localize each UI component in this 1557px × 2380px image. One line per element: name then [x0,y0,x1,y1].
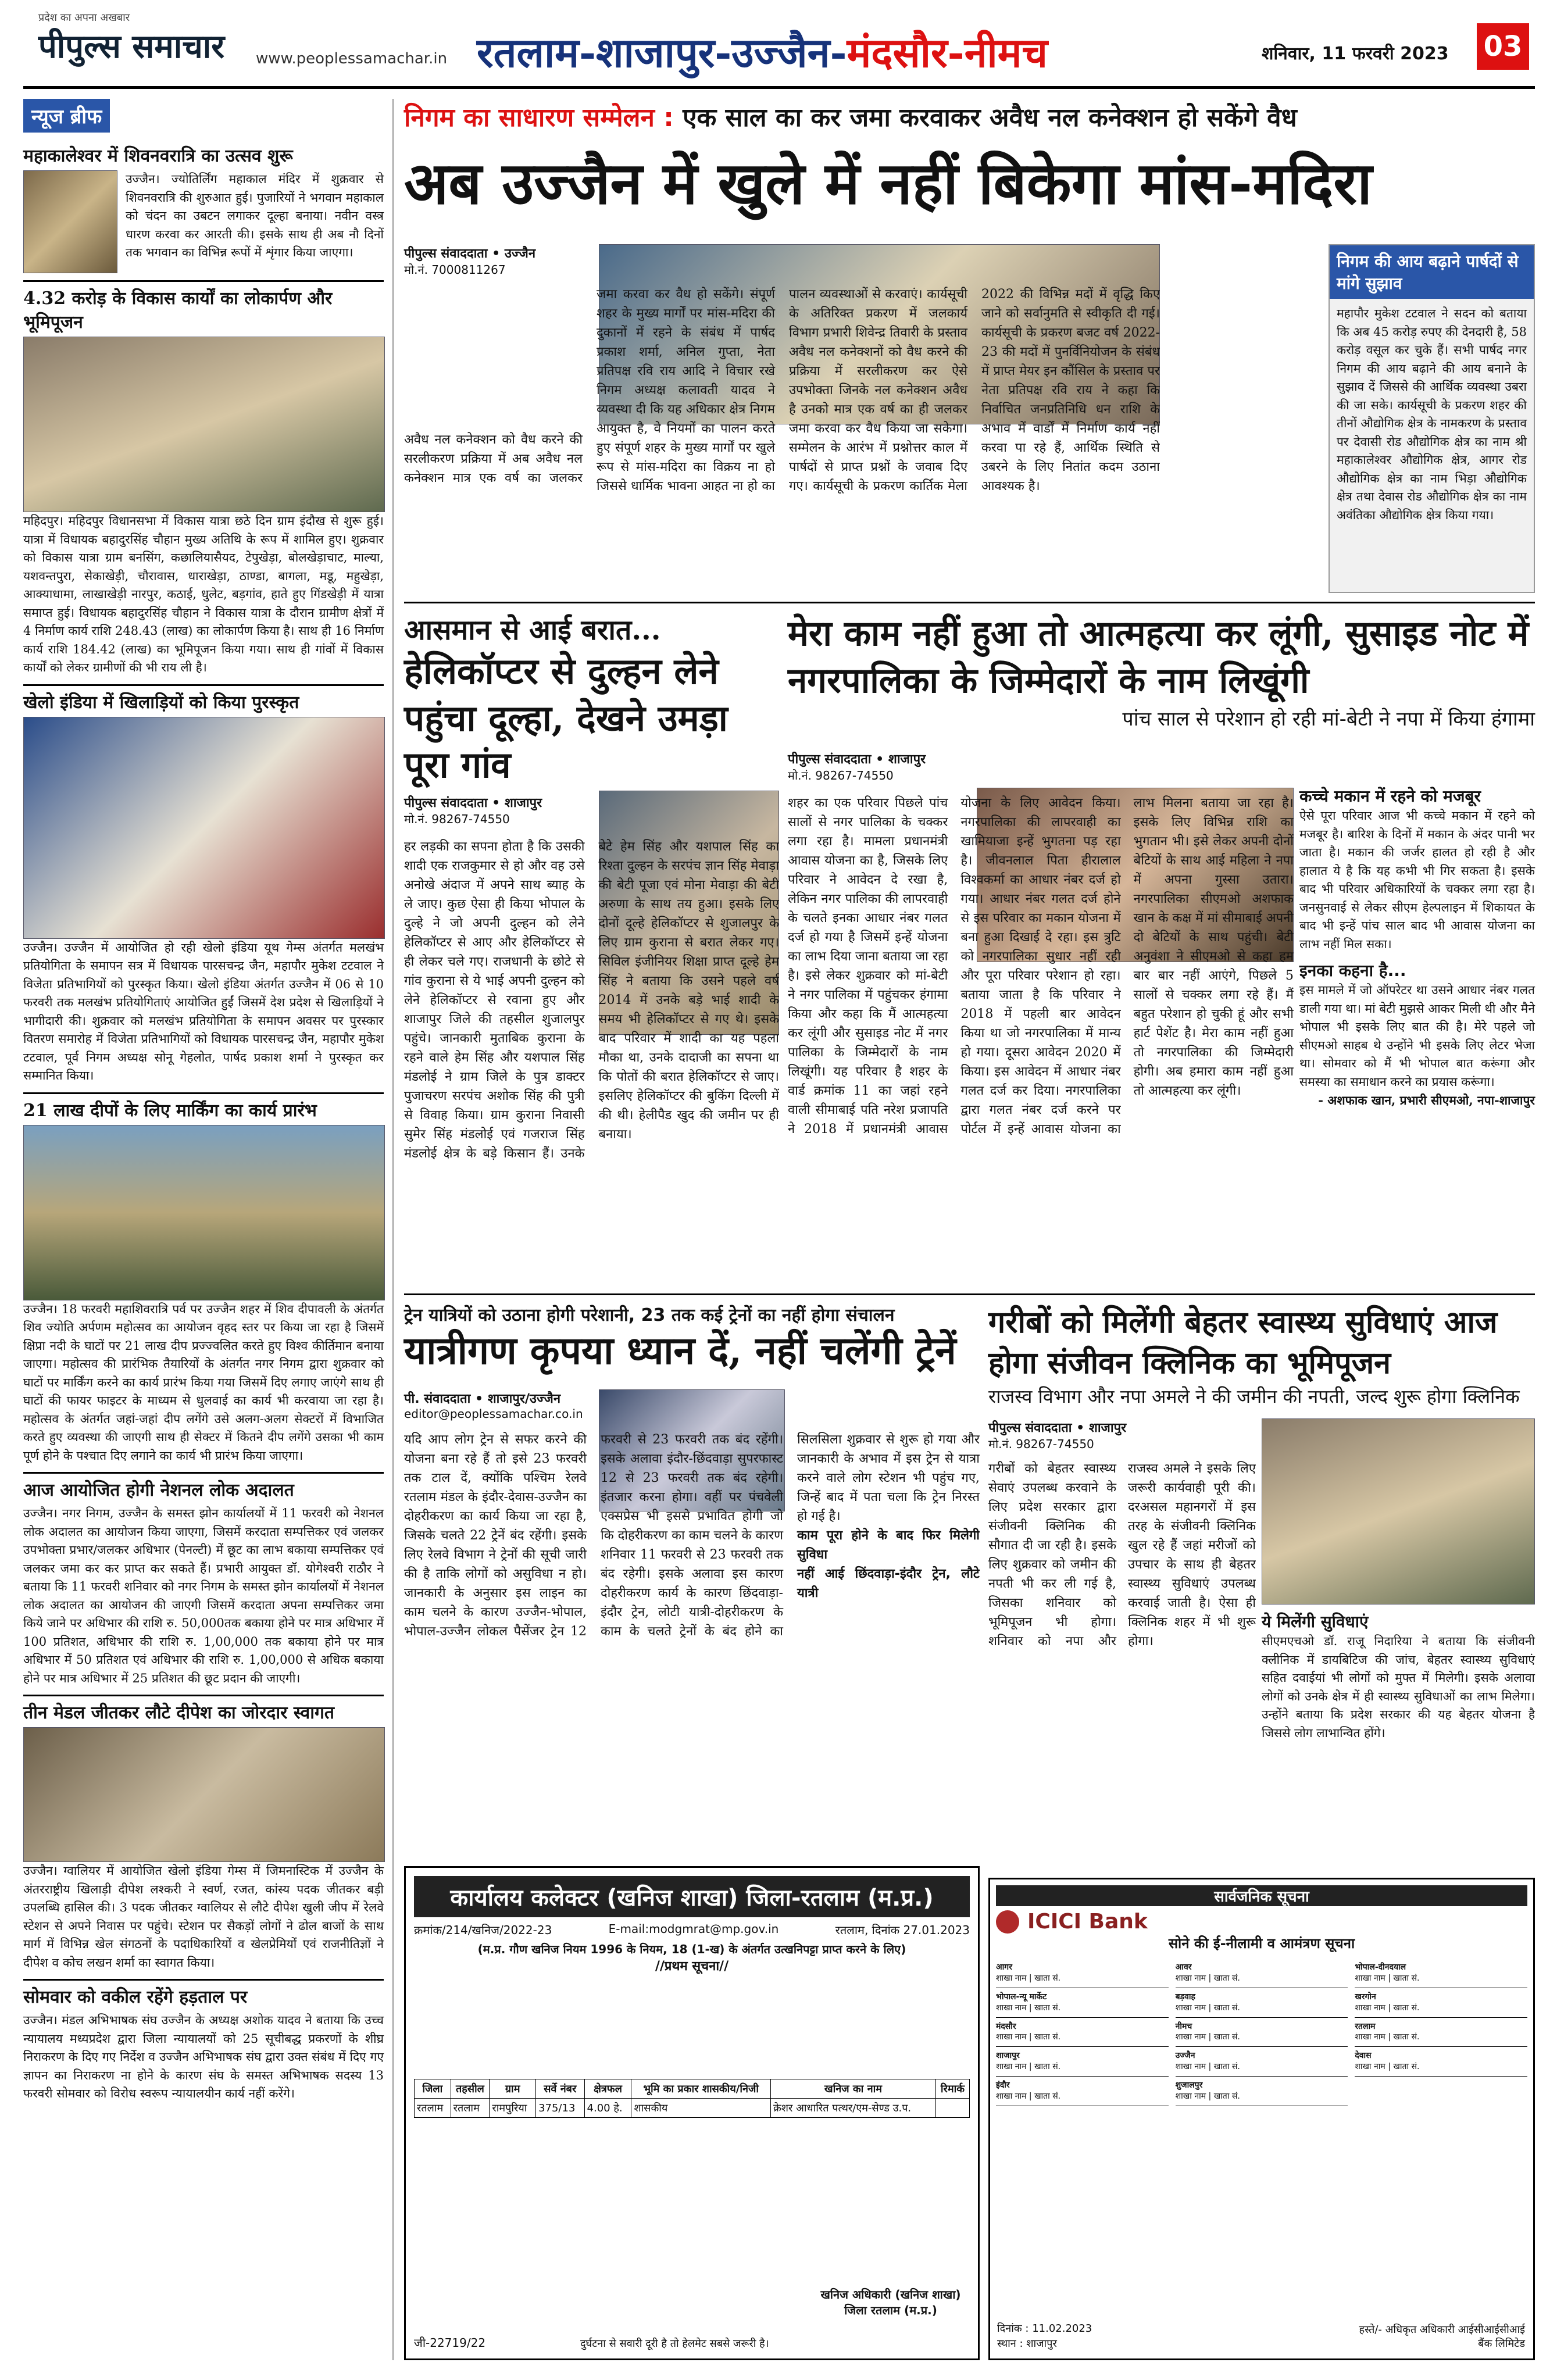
news-brief-title: न्यूज ब्रीफ [23,99,110,133]
column-header: शाखा नाम [996,1973,1027,1983]
column-header: शाखा नाम [1355,2062,1385,2072]
column-header: खाता सं. [1213,2032,1240,2042]
branch-column-headers: शाखा नाम | खाता सं. [1175,2032,1240,2042]
column-header: खाता सं. [1034,2062,1061,2072]
wedding-headline: हेलिकॉप्टर से दुल्हन लेने पहुंचा दूल्हा, देखने उमड़ा पूरा गांव [404,650,728,787]
mobile-number: मो.नं. 98267-74550 [404,812,510,826]
notice-ref: क्रमांक/214/खनिज/2022-23 [414,1923,552,1937]
byline: पी. संवाददाता • शाजापुर/उज्जैन [404,1392,561,1406]
column-header: खाता सं. [1213,2092,1240,2102]
notice-label: //प्रथम सूचना// [655,1959,729,1974]
trains-story-header [404,1302,980,1376]
suicide-deck: पांच साल से परेशान हो रही मां-बेटी ने नपा में किया हंगामा [1122,707,1535,731]
branch-block [1355,1988,1527,2018]
brief-headline: आज आयोजित होगी नेशनल लोक अदालत [23,1472,384,1501]
table-header: खनिज का नाम [770,2079,935,2099]
column-header: खाता सं. [1393,2003,1420,2013]
branch-name: भोपाल-न्यू मार्केट [996,1992,1047,2002]
branch-block [1176,1959,1348,1988]
notice-table [414,2079,970,2118]
brief-headline: खेलो इंडिया में खिलाड़ियों को किया पुरस्कृत [23,684,384,713]
brief-item [23,1695,384,1972]
branch-column-headers: शाखा नाम | खाता सं. [996,2062,1061,2072]
branch-block [1355,2018,1527,2047]
mobile-number: मो.नं. 7000811267 [404,263,506,277]
byline: पीपुल्स संवाददाता • शाजापुर [788,752,926,767]
table-header: जिला [415,2079,451,2099]
column-header: खाता सं. [1393,2032,1420,2042]
sidebox-body: महापौर मुकेश टटवाल ने सदन को बताया कि अब 45 करोड़ रुपए की देनदारी है, 58 करोड़ वसूल कर चुके हैं। सभी पार्षद नगर निगम की आय बढ़ाने की आय बनाने के सुझाव दें जिससे की आर्थिक व्यवस्था उबरा की जा सके। कार्यसूची के प्रकरण शहर की तीनों औद्योगिक क्षेत्र के नामकरण के प्रस्ताव पर देवासी रोड औद्योगिक क्षेत्र का नाम श्री महाकालेश्वर औद्योगिक क्षेत्र, आगर रोड औद्योगिक क्षेत्र का नाम भिड़ा औद्योगिक क्षेत्र तथा देवास रोड औद्योगिक क्षेत्र का नाम अवंतिका औद्योगिक क्षेत्र किया गया। [1337,306,1527,522]
brief-body: महिदपुर। महिदपुर विधानसभा में विकास यात्रा छठे दिन ग्राम इंदौख से शुरू हुई। यात्रा में विधायक बहादुरसिंह चौहान मुख्य अतिथि के रूप में शामिल हुए। शुक्रवार को विकास यात्रा ग्राम बनसिंग, कछालियासैयद, टेपुखेड़ा, बोलखेड़ाचाट, माल्या, यशवन्तपुरा, सेकाखेड़ी, चौरावास, धाराखेड़ा, ठाण्डा, बागला, मडू, महुखेड़ा, आक्याधामा, लाखाखेड़ी नारपुर, कठाई, धुलेट, बड़गांव, हाते हुए गिंडखेड़ी में यात्रा समाप्त हुई। विधायक बहादुरसिंह चौहान ने विकास यात्रा के दौरान ग्रामीण क्षेत्रों में 4 निर्माण कार्य राशि 248.43 (लाख) का लोकार्पण किया है। साथ ही 16 निर्माण कार्य राशि 184.42 (लाख) का भूमिपूजन किया गया। साथ ही गांवों में विकास कार्यों को लेकर ग्रामीणों की भी राय ली है। [23,514,384,674]
clinic-body-text: गरीबों को बेहतर स्वास्थ्य सेवाएं उपलब्ध करवाने के लिए प्रदेश सरकार द्वारा संजीवनी क्लिनिक की सौगात दी जा रही है। इसके लिए शुक्रवार को जमीन की नपती भी कर ली गई है, जिसका शनिवार को भूमिपूजन भी होगा। शनिवार को नपा और राजस्व अमले ने इसके लिए जरूरी कार्यवाही पूरी की। दरअसल महानगरों में इस तरह के संजीवनी क्लिनिक खुल रहे हैं जहां मरीजों को उपचार के साथ ही बेहतर स्वास्थ्य सुविधाएं उपलब्ध करवाई जाती है। ऐसा ही क्लिनिक शहर में भी शुरू होगा। [988,1461,1256,1649]
brief-item [23,1472,384,1688]
branch-block [996,2047,1169,2077]
wedding-kicker: आसमान से आई बरात... [404,614,661,646]
branch-column-headers: शाखा नाम | खाता सं. [1355,1973,1420,1983]
bank-place: स्थान : शाजापुर [997,2338,1057,2350]
website-link[interactable]: www.peoplessamachar.in [256,50,448,67]
suicide-body [788,794,1294,1285]
ghat-marking-photo [23,1125,385,1300]
column-header: खाता सं. [1034,2092,1061,2102]
news-brief-column [23,99,384,2360]
editor-email: editor@peoplessamachar.co.in [404,1407,583,1421]
bank-signature: हस्ते/- अधिकृत अधिकारी आईसीआईसीआई बैंक लिमिटेड [1359,2324,1525,2350]
branch-column-headers: शाखा नाम | खाता सं. [1175,2092,1240,2102]
development-yatra-photo [23,337,385,512]
notice-email: E-mail:modgmrat@mp.gov.in [608,1922,779,1936]
table-header: सर्वे नंबर [536,2079,584,2099]
table-cell: क्रेशर आधारित पत्थर/एम-सेण्ड उ.प. [770,2099,935,2118]
branch-column-headers: शाखा नाम | खाता सं. [996,1973,1061,1983]
trains-subhead: नहीं आई छिंदवाड़ा-इंदौर ट्रेन, लौटे यात्री [797,1567,980,1600]
clinic-deck: राजस्व विभाग और नपा अमले ने की जमीन की नपती, जल्द शुरू होगा क्लिनिक [988,1385,1520,1408]
brief-body: उज्जैन। मंडल अभिभाषक संघ उज्जैन के अध्यक्ष अशोक यादव ने बताया कि उच्च न्यायालय मध्यप्रदेश द्वारा जिला न्यायालयों को 25 सूचीबद्ध प्रकरणों के शीघ्र निराकरण के दिए गए निर्देश व उज्जैन अभिभाषक संघ द्वारा उक्त संबंध में दिए गए ज्ञापन का निराकरण ना होने के कारण संघ के समस्त अभिभाषक सदस्य 13 फरवरी सोमवार को विरोध स्वरूप न्यायालयीन कार्य नहीं करेंगे। [23,2013,384,2100]
branch-block [1176,2047,1348,2077]
column-header: शाखा नाम [996,2032,1027,2042]
branch-column-headers: शाखा नाम | खाता सं. [1175,2062,1240,2072]
issue-date: शनिवार, 11 फरवरी 2023 [1262,44,1449,64]
trains-kicker: ट्रेन यात्रियों को उठाना होगी परेशानी, 23 तक कई ट्रेनों का नहीं होगा संचालन [404,1305,895,1325]
bank-notice-sub: सोने की ई-नीलामी व आमंत्रण सूचना [1168,1935,1355,1952]
column-header: शाखा नाम [996,2092,1027,2102]
column-header: शाखा नाम [1355,1973,1385,1983]
brief-item [23,1979,384,2103]
column-header: शाखा नाम [1355,2032,1385,2042]
column-header: खाता सं. [1393,1973,1420,1983]
branch-column-headers: शाखा नाम | खाता सं. [1175,1973,1240,1983]
branch-column-headers: शाखा नाम | खाता सं. [996,2092,1061,2102]
branch-block [996,1959,1169,1988]
kicker-label: निगम का साधारण सम्मेलन : [404,103,674,133]
column-header: खाता सं. [1213,2003,1240,2013]
suicide-body-text: शहर का एक परिवार पिछले पांच सालों से नगर पालिका के चक्कर लगा रहा है। मामला प्रधानमंत्री आवास योजना का है, जिसके लिए परिवार ने आवेदन दे रखा है, लेकिन नगर पालिका की लापरवाही के चलते इनका आधार नंबर गलत दर्ज हो गया है जिसमें इन्हें योजना का लाभ दिया जाना बताया जा रहा है। इसे लेकर शुक्रवार को मां-बेटी ने नगर पालिका में पहुंचकर हंगामा किया और कहा कि मैं आत्महत्या कर लूंगी और सुसाइड नोट में नगर पालिका के जिम्मेदारों के नाम लिखूंगी। यह परिवार है शहर के वार्ड क्रमांक 11 का जहां रहने वाली सीमाबाई पति नरेश प्रजापति ने 2018 में प्रधानमंत्री आवास योजना के लिए आवेदन किया। नगरपालिका की लापरवाही का खामियाजा इन्हें भुगतना पड़ रहा है। जीवनलाल पिता हीरालाल विश्वकर्मा का आधार नंबर दर्ज हो गया। आधार नंबर गलत दर्ज होने से इस परिवार का मकान योजना में बना हुआ दिखाई दे रहा। इस त्रुटि को नगरपालिका सुधार नहीं रही और पूरा परिवार परेशान हो रहा। बताया जाता है कि परिवार ने 2018 में पहली बार आवेदन किया था जो नगरपालिका में मान्य हो गया। दूसरा आवेदन 2020 में किया। इस आवेदन में आधार नंबर गलत दर्ज कर दिया। नगरपालिका द्वारा गलत नंबर दर्ज करने पर पोर्टल में इन्हें आवास योजना का लाभ मिलना बताया जा रहा है। इसके लिए विभिन्न राशि का भुगतान भी। इसे लेकर अपनी दोनों बेटियों के साथ आई महिला ने नपा में अपना गुस्सा उतारा। नगरपालिका सीएमओ अशफाक खान के कक्ष में मां सीमाबाई अपनी दो बेटियों के साथ पहुंची। बेटी अनुवंशा ने सीएमओ से कहा हम बार बार नहीं आएंगे, पिछले 5 सालों से चक्कर लगा रहे हैं। मैं बहुत परेशान हो चुकी हूं और सभी हार्ट पेशेंट है। मेरा काम नहीं हुआ तो नगरपालिका की जिम्मेदारी होगी। अब हमारा काम नहीं हुआ तो आत्महत्या कर लूंगी। [788,796,1294,1137]
column-divider [392,99,394,2360]
column-header: खाता सं. [1213,1973,1240,1983]
wedding-body-text: हर लड़की का सपना होता है कि उसकी शादी एक राजकुमार से हो और वह उसे अनोखे अंदाज में अपने साथ ब्याह के ले जाए। कुछ ऐसा ही किया भोपाल के दुल्हे ने जो अपनी दुल्हन को लेने हेलिकॉप्टर से आए और हेलिकॉप्टर से ही लेकर चले गए। राजधानी के छोटे से गांव कुराना से ये भाई अपनी दुल्हन को लेने हेलिकॉप्टर से रवाना हुए और शाजापुर जिले की तहसील शुजालपुर पहुंचे। जानकारी मुताबिक कुराना के रहने वाले हेम सिंह और यशपाल सिंह मंडलोई ने ग्राम जिले के पुत्र डाक्टर पुजाचरण सरपंच अशोक सिंह की पुत्री से विवाह किया। ग्राम कुराना निवासी सुमेर सिंह मंडलोई एवं गजराज सिंह मंडलोई क्षेत्र के बड़े किसान हैं। उनके बेटे हेम सिंह और यशपाल सिंह का रिश्ता दुल्हन के सरपंच ज्ञान सिंह मेवाड़ा की बेटी पूजा एवं मोना मेवाड़ा की बेटी अरुणा के साथ तय हुआ। इसके लिए दोनों दूल्हे हेलिकॉप्टर से शुजालपुर के लिए ग्राम कुराना से बरात लेकर गए। सिविल इंजीनियर शिक्षा प्राप्त दूल्हे हेम सिंह ने बताया कि उसने पहले वर्ष 2014 में उनके बड़े भाई शादी के समय भी हेलिकॉप्टर से गए थे। इसके बाद परिवार में शादी का यह पहला मौका था, उनके दादाजी का सपना था कि पोतों की बरात हेलिकॉप्टर से जाए। इसलिए हेलिकॉप्टर की बुकिंग दिल्ली में की थी। हेलीपैड खुद की जमीन पर ही बनाया। [404,839,779,1161]
lead-body-continued [1166,244,1323,587]
suicide-story-header [788,610,1535,731]
cities-part-a: रतलाम-शाजापुर-उज्जैन- [477,28,847,77]
byline: पीपुल्स संवाददाता • उज्जैन [404,246,536,261]
column-header: शाखा नाम [1175,2032,1206,2042]
branch-block [1355,2047,1527,2077]
branch-name: उज्जैन [1175,2051,1195,2061]
bank-logo-icon [996,1910,1019,1934]
clinic-facilities [1262,1610,1535,1742]
byline: पीपुल्स संवाददाता • शाजापुर [404,796,542,810]
brief-body: उज्जैन। 18 फरवरी महाशिवरात्रि पर्व पर उज्जैन शहर में शिव दीपावली के अंतर्गत शिव ज्योति अर्पणम महोत्सव का आयोजन वृहद स्तर पर किया जा रहा है जिसमें क्षिप्रा नदी के घाटों पर 21 लाख दीप प्रज्ज्वलित करते हुए विश्व कीर्तिमान बनाया जाएगा। महोत्सव की प्रारंभिक तैयारियों के अंतर्गत नगर निगम द्वारा शुक्रवार को घाटों पर मार्किंग करने का कार्य प्रारंभ किया गया जिसमें दिए लगाए जाएंगे साथ ही घाटों की फायर फाइटर के माध्यम से धुलवाई का कार्य भी करवाया जा रहा है। महोत्सव के अंतर्गत जहां-जहां दीप लगेंगे उसे अलग-अलग सेक्टरों में विभाजित करते हुए व्यवस्था की जाएगी साथ ही सेक्टर में कितने दीप लगेंगे उसका भी काम पूर्ण होने के पश्चात दिए लगाने का कार्य भी प्रारंभ किया जाएगा। [23,1302,384,1463]
wedding-byline-block [404,794,590,827]
sidebar-headline: कच्चे मकान में रहने को मजबूर [1299,787,1481,806]
column-header: शाखा नाम [1175,2062,1206,2072]
column-header: शाखा नाम [1175,2092,1206,2102]
table-cell: रामपुरिया [490,2099,536,2118]
trains-byline-block [404,1389,590,1421]
section-rule [404,1293,1535,1295]
table-cell: 375/13 [536,2099,584,2118]
table-header: ग्राम [490,2079,536,2099]
column-header: खाता सं. [1213,2062,1240,2072]
table-header: तहसील [451,2079,490,2099]
brief-body: उज्जैन। नगर निगम, उज्जैन के समस्त झोन कार्यालयों में 11 फरवरी को नेशनल लोक अदालत का आयोजन किया जाएगा, जिसमें करदाता सम्पत्तिकर एवं जलकर उपभोक्ता प्रभार/जलकर अधिभार (पेनल्टी) में छूट का लाभ बकाया सम्पत्तिकर एवं जलकर जमा कर कर प्राप्त कर सकते हैं। प्रभारी आयुक्त डॉ. योगेश्वरी राठौर ने बताया कि 11 फरवरी शनिवार को नगर निगम के समस्त झोन कार्यालयों में नेशनल लोक अदालत का आयोजन की जाएगी जिसमें करदाता अपना सम्पत्तिकर जमा किये जाने पर अधिभार की राशि रु. 50,000तक बकाया होने पर मात्र अधिभार में 100 प्रतिशत, अधिभार की राशि रु. 1,00,000 तक बकाया होने पर मात्र अधिभार में 50 प्रतिशत एवं अधिभार की राशि रु. 1,00,000 से अधिक बकाया होने पर मात्र अधिभार में 25 प्रतिशत की छूट प्रदान की जाएगी। [23,1506,384,1685]
sidebox-headline: निगम की आय बढ़ाने पार्षदों से मांगे सुझाव [1330,245,1534,299]
brief-item [23,140,384,273]
column-header: शाखा नाम [1175,2003,1206,2013]
branch-name: आवर [1175,1963,1192,1972]
brief-headline: 4.32 करोड़ के विकास कार्यों का लोकार्पण और भूमिपूजन [23,280,384,333]
branch-name: रतलाम [1355,2021,1376,2031]
trains-headline: यात्रीगण कृपया ध्यान दें, नहीं चलेंगी ट्रेनें [404,1328,956,1373]
table-header: भूमि का प्रकार शासकीय/निजी [631,2079,771,2099]
column-header: खाता सं. [1034,2032,1061,2042]
trains-body-text: यदि आप लोग ट्रेन से सफर करने की योजना बना रहे हैं तो इसे 23 फरवरी तक टाल दें, क्योंकि पश्चिम रेलवे रतलाम मंडल के इंदौर-देवास-उज्जैन का दोहरीकरण का कार्य किया जा रहा है, जिसके चलते 22 ट्रेनें बंद रहेंगी। इसके लिए रेलवे विभाग ने ट्रेनों की सूची जारी की है ताकि लोगों को असुविधा न हो। जानकारी के अनुसार इस लाइन का काम चलने के कारण उज्जैन-भोपाल, भोपाल-उज्जैन लोकल पैसेंजर ट्रेन 12 फरवरी से 23 फरवरी तक बंद रहेंगी। इसके अलावा इंदौर-छिंदवाड़ा सुपरफास्ट 12 से 23 फरवरी तक बंद रहेगी। इंतजार करना होगा। वहीं पर पंचवेली एक्सप्रेस भी इससे प्रभावित होगी जो कि दोहरीकरण का काम चलने के कारण शनिवार 11 फरवरी से 23 फरवरी तक बंद रहेगी। इसके अलावा इस कारण दोहरीकरण कार्य के कारण छिंदवाड़ा-इंदौर ट्रेन, लोटी यात्री-दोहरीकरण के काम के चलते ट्रेनों के बंद होने का सिलसिला शुक्रवार से शुरू हो गया और जानकारी के अभाव में इस ट्रेन से यात्रा करने वाले लोग स्टेशन भी पहुंच गए, जिन्हें बाद में पता चला कि ट्रेन निरस्त हो गई है। [404,1432,980,1639]
section-rule [404,602,1535,603]
table-cell: रतलाम [415,2099,451,2118]
branch-block [996,2018,1169,2047]
quote-attribution: - अशफाक खान, प्रभारी सीएमओ, नपा-शाजापुर [1318,1093,1535,1107]
branch-column-headers: शाखा नाम | खाता सं. [1355,2003,1420,2013]
branch-name: भोपाल-दीनदयाल [1355,1963,1406,1972]
branch-grid [996,1959,1527,2106]
table-cell: शासकीय [631,2099,771,2118]
tagline: प्रदेश का अपना अखबार [38,12,130,24]
branch-name: खरगोन [1355,1992,1376,2002]
brief-item [23,1092,384,1466]
edition-cities [477,23,1048,79]
branch-name: देवास [1355,2051,1372,2061]
column-header: शाखा नाम [1175,1973,1206,1983]
column-header: शाखा नाम [996,2003,1027,2013]
kicker-text: एक साल का कर जमा करवाकर अवैध नल कनेक्शन हो सकेंगे वैध [683,103,1297,133]
brief-body: उज्जैन। ज्योतिर्लिंग महाकाल मंदिर में शुक्रवार से शिवनवरात्रि की शुरुआत हुई। पुजारियों ने भगवान महाकाल को चंदन का उबटन लगाकर दूल्हा बनाया। नवीन वस्त्र धारण करवा कर आरती की। इसके साथ ही अब नौ दिनों तक भगवान का विभिन्न रूपों में शृंगार किया जाएगा। [126,172,384,259]
clinic-body [988,1459,1256,1785]
trains-subhead: काम पूरा होने के बाद फिर मिलेगी सुविधा [797,1528,980,1562]
clinic-byline-block [988,1418,1174,1452]
branch-name: बड़वाह [1175,1992,1195,2002]
brief-item [23,280,384,677]
suggestion-sidebox [1329,244,1535,593]
table-header: क्षेत्रफल [584,2079,631,2099]
mobile-number: मो.नं. 98267-74550 [788,769,894,782]
mahakal-photo [23,170,117,273]
sidebar-body: इस मामले में जो ऑपरेटर था उसने आधार नंबर गलत डाली गया था। मां बेटी मुझसे आकर मिली थी और मैने भोपाल भी इसके लिए बात की है। मेरे पहले जो सीएमओ साहब थे उन्होंने भी इसके लिए लेटर भेजा था। सोमवार को मैं भी भोपाल बात करूंगा और समस्या का समाधान करने का प्रयास करूंगा। [1299,983,1535,1089]
branch-name: इंदौर [996,2081,1010,2090]
branch-column-headers: शाखा नाम | खाता सं. [1175,2003,1240,2013]
notice-title: कार्यालय कलेक्टर (खनिज शाखा) जिला-रतलाम (म.प्र.) [414,1876,970,1917]
table-cell [935,2099,969,2118]
column-header: खाता सं. [1393,2062,1420,2072]
sidebar-body: ऐसे पूरा परिवार आज भी कच्चे मकान में रहने को मजबूर है। बारिश के दिनों में मकान के अंदर पानी भर जाता है। मकान की जर्जर हालत हो रही है और हालात ये है कि यह कभी भी गिर सकता है। इसके बाद भी परिवार अधिकारियों के चक्कर लगा रहा है। जनसुनवाई से लेकर सीएम हेल्पलाइन में शिकायत के बाद भी इन्हें पांच साल बाद भी आवास योजना का लाभ नहीं मिल सका। [1299,809,1535,951]
photo-spacer [404,285,583,430]
newspaper-logo: पीपुल्स समाचार [38,27,225,66]
khelo-india-photo [23,717,385,939]
column-header: शाखा नाम [1355,2003,1385,2013]
table-header-row [415,2079,970,2099]
wedding-body [404,837,779,1285]
collector-notice-ad [404,1866,980,2360]
lead-byline-block [404,244,596,277]
branch-block [1176,1988,1348,2018]
suicide-headline: मेरा काम नहीं हुआ तो आत्महत्या कर लूंगी, सुसाइड नोट में नगरपालिका के जिम्मेदारों के नाम लिखूंगी [788,613,1529,701]
branch-name: आगर [996,1963,1012,1972]
table-cell: रतलाम [451,2099,490,2118]
facilities-headline: ये मिलेंगी सुविधाएं [1262,1612,1369,1631]
page-number: 03 [1477,23,1529,70]
notice-signature: खनिज अधिकारी (खनिज शाखा) जिला रतलाम (म.प्र.) [820,2288,961,2317]
facilities-body: सीएमएचओ डॉ. राजू निदारिया ने बताया कि संजीवनी क्लीनिक में डायबिटिज की जांच, बेहतर स्वास्थ्य सुविधाएं सहित दवाईयां भी लोगों को मुफ्त में मिलेगी। इसके अलावा लोगों को उनके क्षेत्र में ही स्वास्थ्य सुविधाओं का लाभ मिलेगा। उन्होंने बताया कि प्रदेश सरकार की यह बेहतर योजना है जिससे लोग लाभान्वित होंगे। [1262,1634,1535,1740]
brief-body: उज्जैन। उज्जैन में आयोजित हो रही खेलो इंडिया यूथ गेम्स अंतर्गत मलखंभ प्रतियोगिता के समापन सत्र में विधायक पारसचन्द्र जैन, महापौर मुकेश टटवाल ने विजेता प्रतिभागियों को पुरस्कृत किया। खेलो इंडिया अंतर्गत उज्जैन में 06 से 10 फरवरी तक मलखंभ प्रतियोगिताएं आयोजित हुईं जिसमें देश प्रदेश से खिलाड़ियों ने भागीदारी की। शुक्रवार को मलखंभ प्रतियोगिता के समापन अवसर पर पुरस्कार वितरण समारोह में विजेता प्रतिभागियों को विधायक पारसचन्द्र जैन, महापौर मुकेश टटवाल, पूर्व निगम अध्यक्ष सोनू गेहलोत, पार्षद प्रकाश शर्मा ने पुरस्कृत कर सम्मानित किया। [23,940,384,1082]
branch-name: मंदसौर [996,2021,1016,2031]
trains-body [404,1430,980,1860]
masthead [0,0,1557,93]
bank-date: दिनांक : 11.02.2023 [997,2322,1092,2335]
table-cell: 4.00 हे. [584,2099,631,2118]
brief-item [23,684,384,1085]
lead-kicker [404,99,1535,140]
brief-headline: सोमवार को वकील रहेंगे हड़ताल पर [23,1979,384,2008]
notice-date: रतलाम, दिनांक 27.01.2023 [835,1923,970,1937]
suicide-byline-block [788,750,974,783]
lead-body [404,285,1160,587]
branch-column-headers: शाखा नाम | खाता सं. [996,2032,1061,2042]
branch-block [996,1988,1169,2018]
deepesh-welcome-photo [23,1727,385,1862]
bank-notice-title: सार्वजनिक सूचना [996,1885,1527,1906]
branch-block [1176,2018,1348,2047]
sidebar-headline: इनका कहना है... [1299,961,1406,980]
branch-block [1355,1959,1527,1988]
byline: पीपुल्स संवाददाता • शाजापुर [988,1421,1127,1435]
header-rule [23,86,1535,89]
table-header: रिमार्क [935,2079,969,2099]
column-header: खाता सं. [1034,2003,1061,2013]
clinic-headline: गरीबों को मिलेंगी बेहतर स्वास्थ्य सुविधाएं आज होगा संजीवन क्लिनिक का भूमिपूजन [988,1305,1498,1381]
branch-block [996,2077,1169,2106]
branch-name: शुजालपुर [1175,2081,1203,2090]
notice-sub: (म.प्र. गौण खनिज नियम 1996 के नियम, 18 (1-ख) के अंतर्गत उत्खनिपट्टा प्राप्त करने के लिए) [477,1942,906,1956]
branch-column-headers: शाखा नाम | खाता सं. [1355,2062,1420,2072]
branch-column-headers: शाखा नाम | खाता सं. [996,2003,1061,2013]
notice-footer-note: दुर्घटना से सवारी दूरी है तो हेलमेट सबसे जरूरी है। [580,2338,769,2350]
mobile-number: मो.नं. 98267-74550 [988,1437,1094,1451]
icici-bank-notice [988,1878,1535,2360]
suicide-sidebar [1299,785,1535,1285]
bank-name: ICICI Bank [1027,1910,1148,1934]
clinic-story-header [988,1302,1535,1409]
brief-headline: 21 लाख दीपों के लिए मार्किंग का कार्य प्रारंभ [23,1092,384,1121]
branch-block [1176,2077,1348,2106]
brief-headline: तीन मेडल जीतकर लौटे दीपेश का जोरदार स्वागत [23,1695,384,1724]
table-row [415,2099,970,2118]
column-header: खाता सं. [1034,1973,1061,1983]
notice-footer-ref: जी-22719/22 [414,2336,486,2350]
wedding-story [404,610,776,789]
lead-body-text: अवैध नल कनेक्शन को वैध करने की सरलीकरण प्रक्रिया में अब अवैध नल कनेक्शन मात्र एक वर्ष का जलकर जमा करवा कर वैध हो सकेंगे। संपूर्ण शहर के मुख्य मार्गों पर मांस-मदिरा की दुकानों में रहने के संबंध में पार्षद प्रकाश शर्मा, अनिल गुप्ता, नेता प्रतिपक्ष रवि राय आदि ने विचार रखे निगम अध्यक्ष कलावती यादव ने व्यवस्था दी कि यह अधिकार क्षेत्र निगम आयुक्त है, वे नियमों का पालन करते हुए संपूर्ण शहर के मुख्य मार्गों पर खुले रूप से मांस-मदिरा का विक्रय ना हो जिससे धार्मिक भावना आहत ना हो का पालन व्यवस्थाओं से करवाएं। कार्यसूची के अतिरिक्त प्रकरण में जलकार्य विभाग प्रभारी शिवेन्द्र तिवारी के प्रस्ताव अवैध नल कनेक्शनों को वैध करने की प्रक्रिया में सरलीकरण कर ऐसे उपभोक्ता जिनके नल कनेक्शन अवैध है उनको मात्र एक वर्ष का ही जलकर जमा करवा कर वैध किया जा सकेगा। सम्मेलन के आरंभ में प्रश्नोत्तर काल में पार्षदों से प्राप्त प्रश्नों के जवाब दिए गए। कार्यसूची के प्रकरण कार्तिक मेला 2022 की विभिन्न मदों में वृद्धि किए जाने को सर्वानुमति से स्वीकृति दी गई। कार्यसूची के प्रकरण बजट वर्ष 2022-23 की मदों में पुनर्विनियोजन के संबंध में प्राप्त मेयर इन कौंसिल के प्रस्ताव पर नेता प्रतिपक्ष रवि राय ने कहा कि निर्वाचित जनप्रतिनिधि धन राशि के अभाव में वार्डों में निर्माण कार्य नहीं करवा पा रहे हैं, आर्थिक स्थिति से उबरने के लिए नितांत कदम उठाना आवश्यक है। [404,287,1160,494]
lead-headline: अब उज्जैन में खुले में नहीं बिकेगा मांस-मदिरा [404,149,1373,217]
branch-name: शाजापुर [996,2051,1020,2061]
brief-headline: महाकालेश्वर में शिवनवरात्रि का उत्सव शुरू [23,146,293,166]
column-header: शाखा नाम [996,2062,1027,2072]
clinic-site-photo [1262,1418,1535,1604]
branch-column-headers: शाखा नाम | खाता सं. [1355,2032,1420,2042]
branch-name: नीमच [1175,2021,1192,2031]
cities-part-b: मंदसौर-नीमच [847,28,1048,77]
brief-body: उज्जैन। ग्वालियर में आयोजित खेलो इंडिया गेम्स में जिमनास्टिक में उज्जैन के अंतरराष्ट्रीय खिलाड़ी दीपेश लश्करी ने स्वर्ण, रजत, कांस्य पदक जीतकर बड़ी उपलब्धि हासिल की। 3 पदक जीतकर ग्वालियर से लौटे दीपेश खुली जीप में रेलवे स्टेशन से अपने निवास पर पहुंचे। स्टेशन पर सैकड़ों लोगों ने ढोल बाजों के साथ मार्ग में विभिन्न खेल संगठनों के पदाधिकारियों व खेलप्रेमियों एवं राजनीतिज्ञों ने दीपेश व कोच लखन शर्मा का स्वागत किया। [23,1864,384,1970]
